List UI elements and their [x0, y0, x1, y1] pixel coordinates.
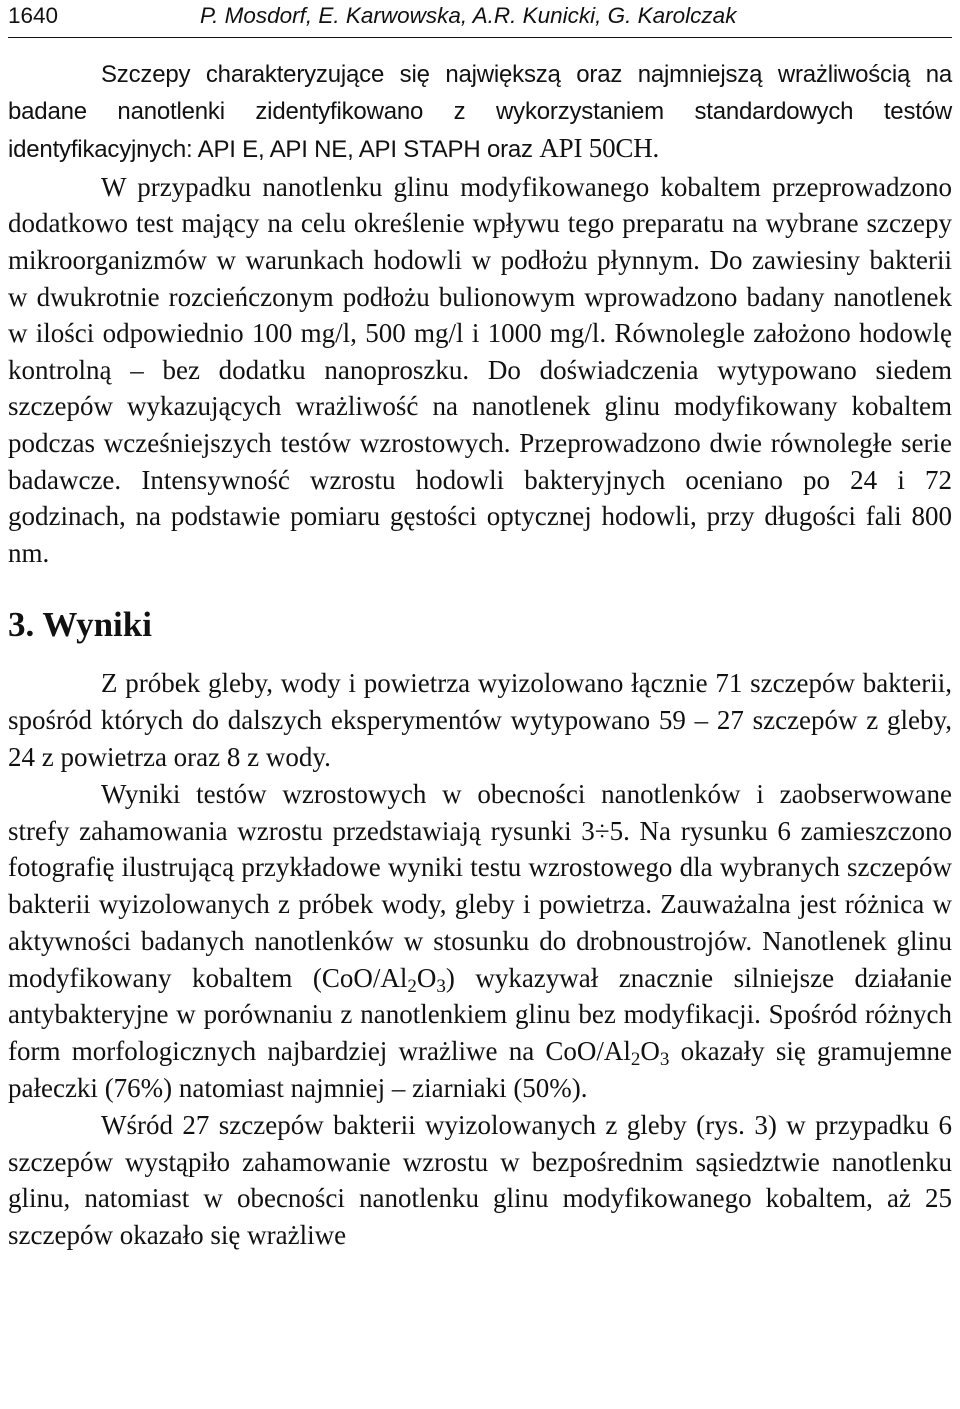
body-text: [8, 57, 952, 1254]
running-header: [8, 2, 952, 40]
results-text-part: okazały się gramujemne pałeczki (76%) natomiast najmniej – ziarniaki (50%).: [8, 1036, 952, 1104]
subscript-3: 3: [436, 975, 446, 997]
methods-paragraph-identification-tail: API 50CH.: [539, 133, 660, 164]
page-number: 1640: [8, 3, 59, 28]
methods-paragraph-identification: [8, 57, 952, 169]
results-text-part: O: [640, 1036, 660, 1067]
methods-paragraph-liquid-culture: W przypadku nanotlenku glinu modyfikowanego kobaltem przeprowadzono dodatkowo test mający na celu określenie wpływu tego preparatu na wybrane szczepy mikroorganizmów w warunkach hodowli w podłożu płynnym. Do zawiesiny bakterii w dwukrotnie rozcieńczonym podłożu bulionowym wprowadzono badany nanotlenek w ilości odpowiednio 100 mg/l, 500 mg/l i 1000 mg/l. Równolegle założono hodowlę kontrolną – bez dodatku nanoproszku. Do doświadczenia wytypowano siedem szczepów wykazujących wrażliwość na nanotlenek glinu modyfikowany kobaltem podczas wcześniejszych testów wzrostowych. Przeprowadzono dwie równoległe serie badawcze. Intensywność wzrostu hodowli bakteryjnych oceniano po 24 i 72 godzinach, na podstawie pomiaru gęstości optycznej hodowli, przy długości fali 800 nm.: [8, 171, 952, 568]
methods-paragraph-identification-sans: Szczepy charakteryzujące się największą oraz najmniejszą wrażliwością na badane nanotlenki zidentyfikowano z wykorzystaniem standardowych testów identyfikacyjnych: API E, API NE, API STAPH oraz: [8, 61, 952, 164]
subscript-2: 2: [630, 1049, 641, 1071]
results-text-part: Wyniki testów wzrostowych w obecności nanotlenków i zaobserwowane strefy zahamowania wzrostu przedstawiają rysunki 3÷5. Na rysunku 6 zamieszczono fotografię ilustrującą przykładowe wyniki testu wzrostowego dla wybranych szczepów bakterii wyizolowanych z próbek wody, gleby i powietrza. Zauważalna jest różnica w aktywności badanych nanotlenków w stosunku do drobnoustrojów. Nanotlenek glinu modyfikowany kobaltem (CoO/Al: [8, 778, 952, 993]
results-text-part: O: [416, 962, 437, 993]
results-paragraph-soil-strains: Wśród 27 szczepów bakterii wyizolowanych z gleby (rys. 3) w przypadku 6 szczepów wystąpiło zahamowanie wzrostu w bezpośrednim sąsiedztwie nanotlenku glinu, natomiast w obecności nanotlenku glinu modyfikowanego kobaltem, aż 25 szczepów okazało się wrażliwe: [8, 1109, 952, 1251]
header-rule: [8, 37, 952, 38]
subscript-2: 2: [407, 975, 417, 997]
running-head-authors: P. Mosdorf, E. Karwowska, A.R. Kunicki, G. Karolczak: [200, 3, 737, 28]
results-paragraph-growth-tests: [8, 776, 952, 1107]
results-paragraph-isolation: Z próbek gleby, wody i powietrza wyizolowano łącznie 71 szczepów bakterii, spośród których do dalszych eksperymentów wytypowano 59 – 27 szczepów z gleby, 24 z powietrza oraz 8 z wody.: [8, 668, 952, 772]
subscript-3: 3: [659, 1049, 670, 1071]
results-text-part: ) wykazywał znacznie silniejsze działanie antybakteryjne w porównaniu z nanotlenkiem glinu bez modyfikacji. Spośród różnych form morfologicznych najbardziej wrażliwe na CoO/Al: [8, 962, 952, 1067]
section-heading-results: 3. Wyniki: [8, 605, 152, 645]
